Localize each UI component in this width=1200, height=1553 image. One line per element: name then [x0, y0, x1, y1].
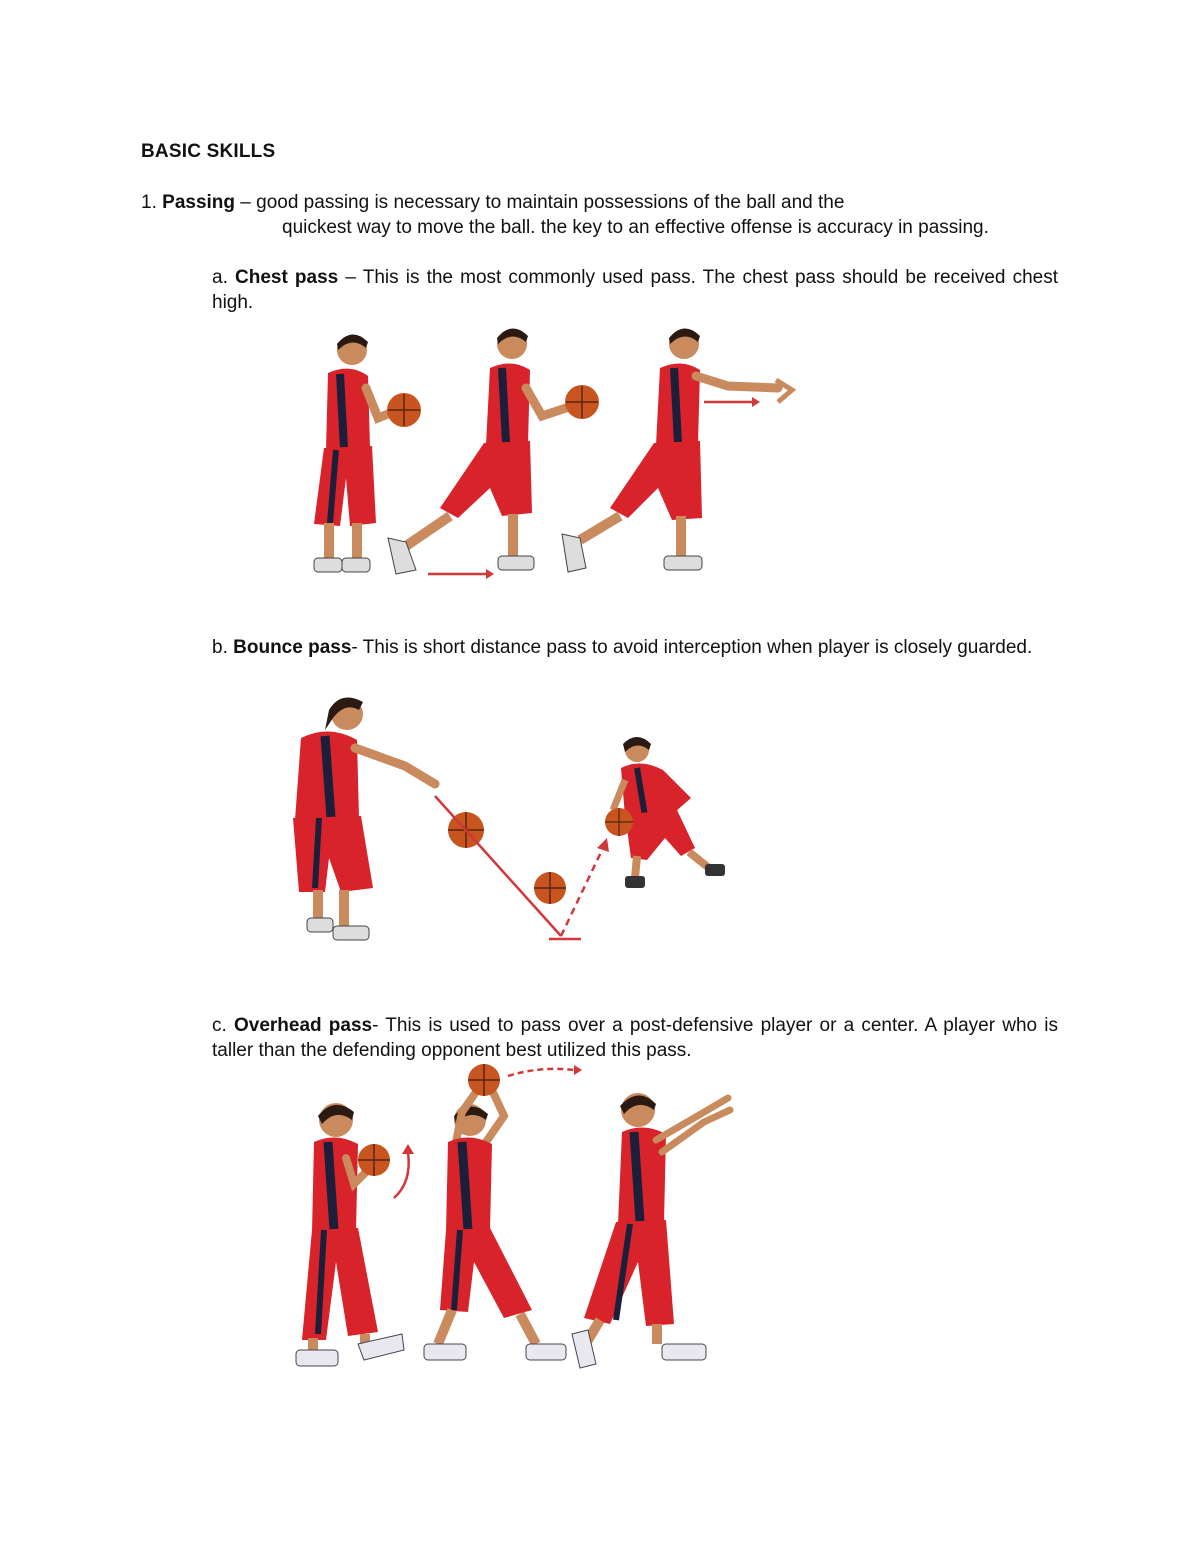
item-description: - This is used to pass over a post-defensive player or a center. A player who is taller than the defending opponent best utilized this pass.: [212, 1015, 1058, 1061]
item-letter: a.: [212, 267, 228, 288]
item-overhead-pass: [212, 1013, 1058, 1063]
item-name: Overhead pass: [233, 1015, 373, 1036]
basketball: [534, 872, 566, 904]
item-chest-pass: [212, 265, 1058, 315]
item-name: Bounce pass: [233, 637, 352, 658]
bounce-pass-illustration: [285, 688, 735, 950]
player-figure: [424, 1064, 582, 1360]
overhead-pass-illustration: [290, 1062, 745, 1380]
player-figure: [314, 334, 421, 572]
player-figure: [605, 737, 725, 888]
player-figure: [572, 1093, 730, 1368]
section-number: 1.: [141, 192, 157, 213]
player-figure: [293, 698, 435, 941]
item-bounce-pass: [212, 635, 1058, 660]
item-name: Chest pass: [235, 267, 339, 288]
player-figure: [296, 1103, 414, 1366]
section-passing: [141, 190, 1061, 240]
player-figure: [562, 328, 792, 572]
section-continuation: quickest way to move the ball. the key to an effective offense is accuracy in passing.: [282, 217, 989, 238]
section-title: Passing: [162, 192, 236, 213]
item-letter: b.: [212, 637, 228, 658]
page-heading: BASIC SKILLS: [141, 141, 276, 162]
chest-pass-illustration: [280, 318, 800, 590]
item-description: – This is the most commonly used pass. The chest pass should be received chest high.: [212, 267, 1059, 313]
section-intro: – good passing is necessary to maintain possessions of the ball and the: [235, 192, 845, 213]
item-letter: c.: [212, 1015, 227, 1036]
item-description: - This is short distance pass to avoid interception when player is closely guarded.: [351, 637, 1033, 658]
